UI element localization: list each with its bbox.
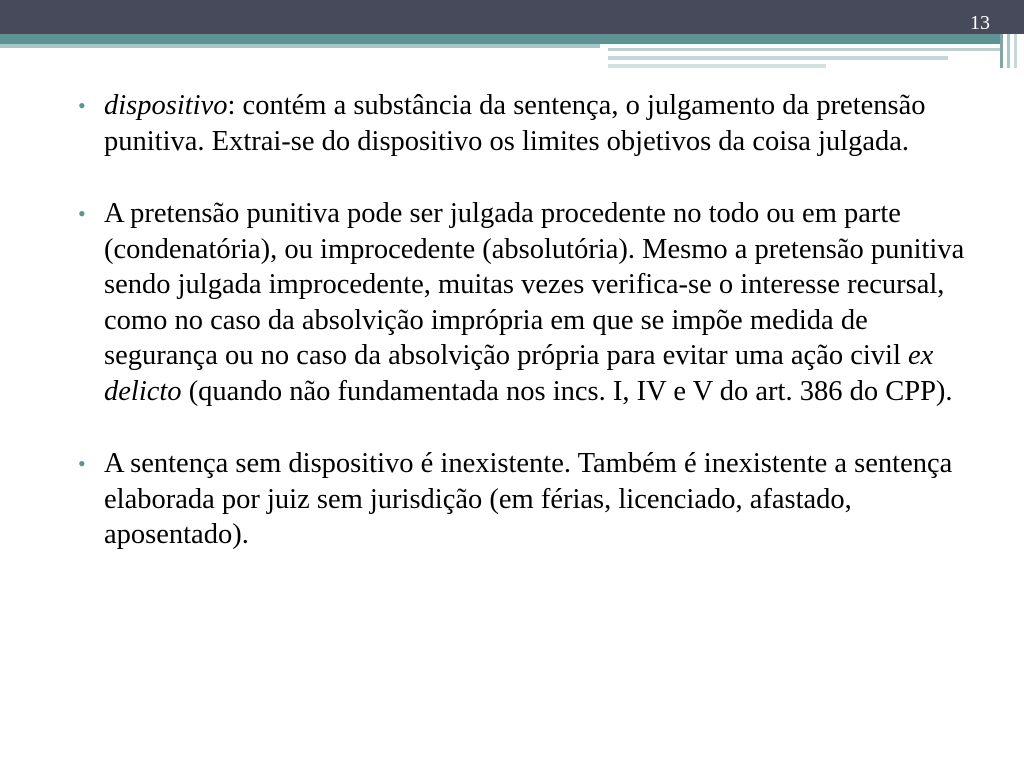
slide-number: 13 [970, 12, 990, 34]
bullet-text: : contém a substância da sentença, o julgamento da pretensão punitiva. Extrai-se do dispositivo os limites objetivos da coisa julgada. [104, 90, 926, 157]
decorative-bar [1000, 34, 1003, 68]
decorative-bar [1007, 34, 1010, 68]
bullet-item-pretensao [74, 196, 974, 409]
header-band [0, 0, 1024, 34]
bullet-icon: • [78, 451, 86, 476]
bullet-item-inexistente [74, 446, 974, 553]
accent-band-shadow [0, 44, 600, 48]
bullet-icon: • [78, 201, 86, 226]
bullet-text: A sentença sem dispositivo é inexistente. Também é inexistente a sentença elaborada por juiz sem jurisdição (em férias, licenciado, afastado, aposentado). [104, 448, 953, 550]
decorative-line [608, 48, 1000, 51]
accent-band [0, 34, 1000, 44]
bullet-icon: • [78, 93, 86, 118]
bullet-text-end: (quando não fundamentada nos incs. I, IV e V do art. 386 do CPP). [181, 375, 953, 407]
decorative-bar [1014, 34, 1017, 68]
bullet-term: dispositivo [104, 90, 228, 121]
decorative-line [608, 64, 826, 68]
decorative-line [608, 56, 948, 60]
bullet-italic-term: ex delicto [104, 340, 934, 407]
bullet-text: A pretensão punitiva pode ser julgada procedente no todo ou em parte (condenatória), ou improcedente (absolutória). Mesmo a pretensão punitiva sendo julgada improcedente, muitas vezes verifica-se o interesse recursal, como no caso da absolvição imprópria em que se impõe medida de segurança ou no caso da absolvição própria para evitar uma ação civil [104, 198, 965, 371]
slide-content [74, 88, 974, 590]
bullet-item-dispositivo [74, 88, 974, 159]
